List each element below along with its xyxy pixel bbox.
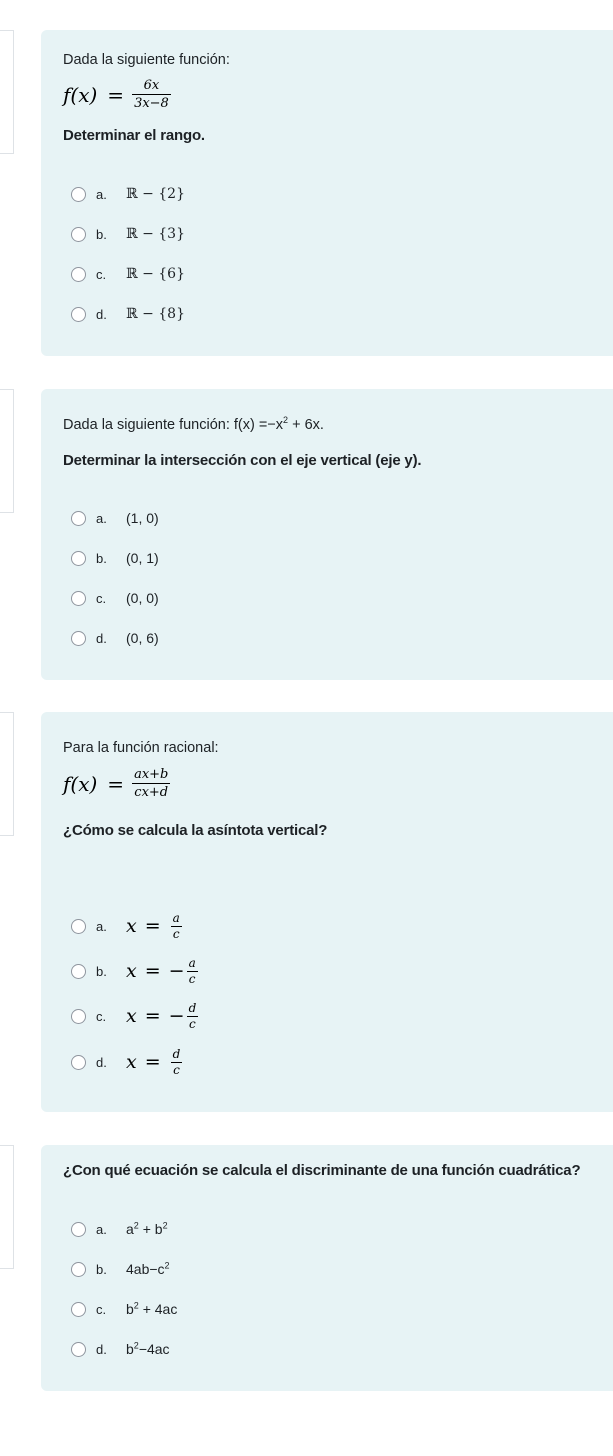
option-numerator: a	[188, 955, 196, 970]
option-text: (0, 0)	[126, 590, 159, 606]
question-3-info-tab	[0, 712, 14, 836]
radio-button[interactable]	[71, 1262, 86, 1277]
radio-button[interactable]	[71, 919, 86, 934]
option-fraction	[171, 912, 182, 941]
question-2-option-b[interactable]	[71, 546, 159, 570]
option-text: ℝ − {3}	[126, 226, 185, 242]
question-2-option-a[interactable]	[71, 506, 159, 530]
option-equals: =	[144, 1051, 161, 1073]
option-formula	[126, 957, 198, 986]
question-4-card	[41, 1145, 613, 1391]
option-letter: c.	[96, 1301, 107, 1317]
option-text: (1, 0)	[126, 510, 159, 526]
option-formula	[126, 1048, 182, 1077]
radio-button[interactable]	[71, 1222, 86, 1237]
option-numerator: d	[172, 1046, 181, 1061]
option-text: ℝ − {2}	[126, 186, 185, 202]
question-4-option-d[interactable]	[71, 1337, 170, 1361]
question-1-option-a[interactable]	[71, 182, 185, 206]
radio-button[interactable]	[71, 227, 86, 242]
option-text	[126, 1301, 177, 1317]
option-letter: a.	[96, 510, 107, 526]
option-denominator: c	[172, 926, 180, 941]
term: 4ab−c	[126, 1261, 165, 1277]
radio-button[interactable]	[71, 551, 86, 566]
radio-button[interactable]	[71, 187, 86, 202]
option-lhs: x	[126, 1005, 137, 1027]
option-fraction	[187, 1002, 199, 1031]
option-denominator: c	[173, 1062, 180, 1077]
option-numerator: a	[172, 910, 180, 925]
formula-denominator: 3x−8	[134, 96, 169, 111]
option-equals: =	[144, 1005, 161, 1027]
question-1-prompt: Determinar el rango.	[63, 127, 205, 144]
question-4-option-b[interactable]	[71, 1257, 170, 1281]
formula-fraction	[132, 78, 171, 111]
radio-button[interactable]	[71, 307, 86, 322]
question-2-intro-prefix: Dada la siguiente función: f(x) =−x	[63, 417, 284, 433]
radio-button[interactable]	[71, 511, 86, 526]
exponent: 2	[162, 1220, 168, 1231]
option-equals: =	[144, 960, 161, 982]
option-text: ℝ − {8}	[126, 306, 185, 322]
option-lhs: x	[126, 915, 137, 937]
option-letter: d.	[96, 1341, 107, 1357]
formula-numerator: 6x	[143, 78, 160, 93]
question-3-option-b[interactable]	[71, 955, 198, 987]
option-letter: b.	[96, 550, 107, 566]
option-text	[126, 1341, 170, 1357]
option-letter: c.	[96, 266, 107, 282]
option-letter: c.	[96, 1008, 107, 1024]
question-3-option-a[interactable]	[71, 910, 182, 942]
exponent: 2	[164, 1260, 170, 1271]
option-letter: b.	[96, 226, 107, 242]
option-letter: a.	[96, 186, 107, 202]
question-1-option-c[interactable]	[71, 262, 185, 286]
term: a	[126, 1221, 134, 1237]
term: −4ac	[138, 1341, 170, 1357]
exponent: 2	[133, 1220, 139, 1231]
question-3-prompt: ¿Cómo se calcula la asíntota vertical?	[63, 822, 328, 839]
question-1-card	[41, 30, 613, 356]
question-1-info-tab	[0, 30, 14, 154]
radio-button[interactable]	[71, 1302, 86, 1317]
option-formula	[126, 1002, 198, 1031]
exponent: 2	[133, 1300, 139, 1311]
option-letter: a.	[96, 1221, 107, 1237]
option-lhs: x	[126, 960, 137, 982]
option-letter: d.	[96, 630, 107, 646]
option-denominator: c	[189, 1016, 196, 1031]
term: + b	[138, 1221, 163, 1237]
question-2-intro-suffix: + 6x.	[288, 417, 324, 433]
radio-button[interactable]	[71, 267, 86, 282]
formula-equals: =	[107, 771, 125, 796]
formula-denominator: cx+d	[134, 785, 169, 800]
question-3-card	[41, 712, 613, 1112]
formula-equals: =	[107, 82, 125, 107]
term: b	[126, 1301, 134, 1317]
option-text	[126, 1261, 170, 1277]
option-denominator: c	[188, 971, 196, 986]
question-2-option-c[interactable]	[71, 586, 159, 610]
option-text: (0, 1)	[126, 550, 159, 566]
formula-numerator: ax+b	[134, 767, 169, 782]
option-fraction	[171, 1048, 183, 1077]
question-3-formula	[63, 767, 170, 800]
question-4-info-tab	[0, 1145, 14, 1269]
option-sign: −	[168, 1005, 185, 1027]
question-2-prompt: Determinar la intersección con el eje vertical (eje y).	[63, 452, 422, 469]
option-letter: c.	[96, 590, 107, 606]
formula-lhs: f(x)	[63, 771, 98, 796]
term: b	[126, 1341, 134, 1357]
option-text: ℝ − {6}	[126, 266, 185, 282]
formula-fraction	[132, 767, 170, 800]
option-letter: d.	[96, 306, 107, 322]
option-fraction	[187, 957, 198, 986]
option-numerator: d	[188, 1000, 197, 1015]
exponent: 2	[133, 1340, 139, 1351]
formula-lhs: f(x)	[63, 82, 98, 107]
option-sign: −	[168, 960, 185, 982]
question-1-option-b[interactable]	[71, 222, 185, 246]
radio-button[interactable]	[71, 1342, 86, 1357]
question-4-option-a[interactable]	[71, 1217, 168, 1241]
question-1-option-d[interactable]	[71, 302, 185, 326]
option-letter: b.	[96, 963, 107, 979]
question-2-intro-exponent: 2	[283, 415, 289, 426]
question-2-info-tab	[0, 389, 14, 513]
option-letter: b.	[96, 1261, 107, 1277]
question-4-option-c[interactable]	[71, 1297, 177, 1321]
question-3-option-c[interactable]	[71, 1000, 198, 1032]
radio-button[interactable]	[71, 591, 86, 606]
option-text	[126, 1221, 168, 1237]
question-3-intro: Para la función racional:	[63, 740, 219, 756]
question-2-intro	[63, 415, 601, 435]
option-lhs: x	[126, 1051, 137, 1073]
question-2-card	[41, 389, 613, 680]
question-2-option-d[interactable]	[71, 626, 159, 650]
option-text: (0, 6)	[126, 630, 159, 646]
term: + 4ac	[138, 1301, 178, 1317]
question-4-prompt: ¿Con qué ecuación se calcula el discriminante de una función cuadrática?	[63, 1162, 581, 1179]
question-1-intro: Dada la siguiente función:	[63, 52, 230, 68]
radio-button[interactable]	[71, 964, 86, 979]
option-letter: d.	[96, 1054, 107, 1070]
radio-button[interactable]	[71, 1009, 86, 1024]
radio-button[interactable]	[71, 631, 86, 646]
option-equals: =	[144, 915, 161, 937]
question-1-formula	[63, 78, 171, 111]
radio-button[interactable]	[71, 1055, 86, 1070]
option-formula	[126, 912, 182, 941]
option-letter: a.	[96, 918, 107, 934]
question-3-option-d[interactable]	[71, 1046, 182, 1078]
